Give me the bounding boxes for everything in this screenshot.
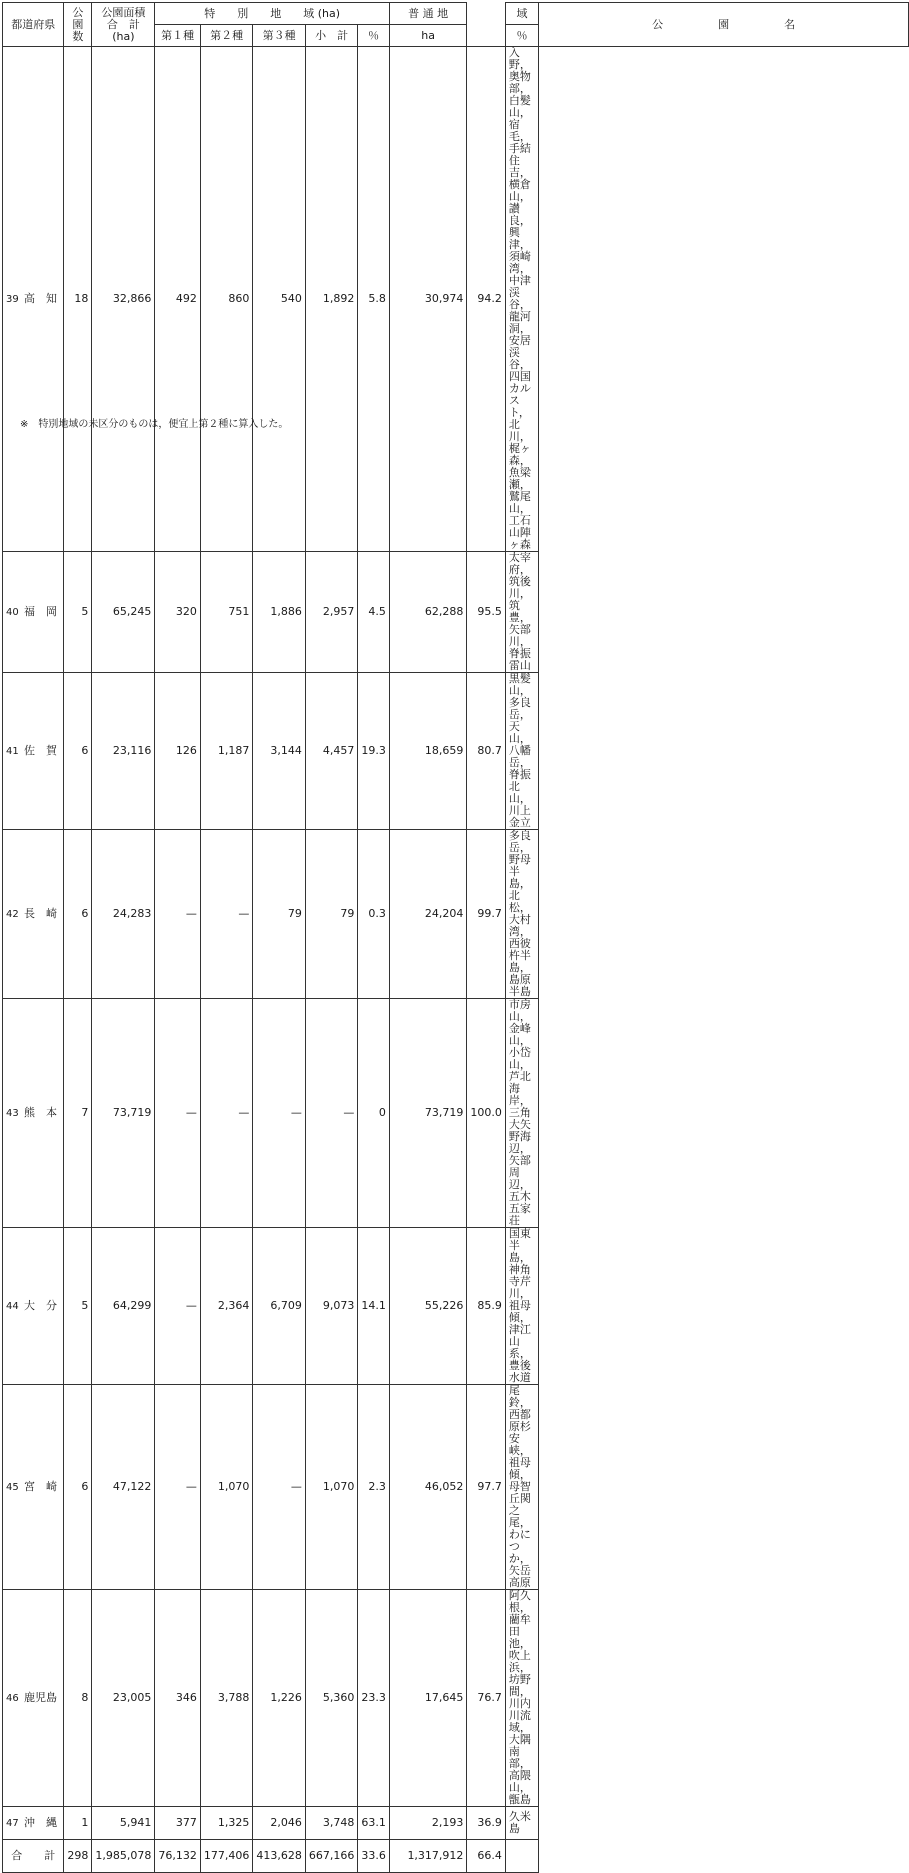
class2-area: 751	[200, 552, 253, 673]
normal-area: 55,226	[389, 1228, 467, 1385]
special-percent: 14.1	[358, 1228, 390, 1385]
prefecture-number: 45	[6, 1481, 19, 1493]
total-normal-area: 1,317,912	[389, 1840, 467, 1873]
special-percent: 4.5	[358, 552, 390, 673]
normal-percent: 80.7	[467, 673, 506, 830]
class3-area: 540	[253, 47, 306, 552]
prefecture-name: 大 分	[24, 1298, 57, 1312]
header-park-count: 公園数	[64, 3, 92, 47]
class3-area: 1,886	[253, 552, 306, 673]
special-percent: 0	[358, 999, 390, 1228]
total-park-count: 298	[64, 1840, 92, 1873]
total-class2-area: 177,406	[200, 1840, 253, 1873]
prefecture-cell	[3, 1590, 64, 1807]
park-area: 24,283	[92, 830, 155, 999]
special-subtotal: —	[305, 999, 358, 1228]
normal-area: 30,974	[389, 47, 467, 552]
table-row	[3, 673, 909, 830]
total-label: 合 計	[3, 1840, 64, 1873]
normal-area: 46,052	[389, 1385, 467, 1590]
park-count: 1	[64, 1807, 92, 1840]
park-names: 国東半島，神角寺芹川，祖母傾，津江山系，豊後水道	[505, 1228, 538, 1385]
prefecture-cell	[3, 1807, 64, 1840]
header-park-area	[92, 3, 155, 47]
table-row	[3, 999, 909, 1228]
normal-area: 18,659	[389, 673, 467, 830]
special-percent: 63.1	[358, 1807, 390, 1840]
header-class2: 第２種	[200, 25, 253, 47]
prefecture-number: 47	[6, 1817, 19, 1829]
header-subtotal: 小 計	[305, 25, 358, 47]
prefecture-name: 福 岡	[24, 604, 57, 618]
park-statistics-table	[2, 2, 909, 1873]
header-iki: 域	[505, 3, 538, 25]
prefecture-name: 高 知	[24, 291, 57, 305]
prefecture-name: 長 崎	[24, 906, 57, 920]
normal-area: 62,288	[389, 552, 467, 673]
prefecture-cell	[3, 673, 64, 830]
normal-area: 24,204	[389, 830, 467, 999]
header-percent: ％	[358, 25, 390, 47]
prefecture-number: 40	[6, 606, 19, 618]
header-prefecture: 都道府県	[3, 3, 64, 47]
header-normal-percent: ％	[505, 25, 538, 47]
park-count: 5	[64, 1228, 92, 1385]
special-percent: 23.3	[358, 1590, 390, 1807]
park-names: 市房山，金峰山，小岱山，芦北海岸，三角大矢野海辺，矢部周辺，五木五家荘	[505, 999, 538, 1228]
header-area-unit: (ha)	[112, 29, 135, 43]
class2-area: 3,788	[200, 1590, 253, 1807]
class3-area: 1,226	[253, 1590, 306, 1807]
class1-area: —	[155, 999, 201, 1228]
normal-percent: 97.7	[467, 1385, 506, 1590]
class1-area: 492	[155, 47, 201, 552]
column-gap	[467, 3, 506, 47]
prefecture-number: 44	[6, 1300, 19, 1312]
normal-percent: 100.0	[467, 999, 506, 1228]
park-names: 黒髪山，多良岳，天山，八幡岳，脊振北山，川上金立	[505, 673, 538, 830]
special-subtotal: 79	[305, 830, 358, 999]
normal-percent: 95.5	[467, 552, 506, 673]
total-row	[3, 1840, 909, 1873]
header-class1: 第１種	[155, 25, 201, 47]
class1-area: —	[155, 1385, 201, 1590]
prefecture-number: 39	[6, 293, 19, 305]
header-class3: 第３種	[253, 25, 306, 47]
class3-area: 79	[253, 830, 306, 999]
park-count: 6	[64, 673, 92, 830]
normal-percent: 76.7	[467, 1590, 506, 1807]
total-special-percent: 33.6	[358, 1840, 390, 1873]
prefecture-number: 43	[6, 1107, 19, 1119]
park-area: 5,941	[92, 1807, 155, 1840]
special-subtotal: 1,892	[305, 47, 358, 552]
header-normal-area: 普 通 地	[389, 3, 467, 25]
special-subtotal: 2,957	[305, 552, 358, 673]
prefecture-name: 宮 崎	[24, 1479, 57, 1493]
header-area-line1: 公園面積	[101, 5, 146, 19]
special-subtotal: 3,748	[305, 1807, 358, 1840]
prefecture-number: 46	[6, 1692, 19, 1704]
prefecture-name: 熊 本	[24, 1105, 57, 1119]
total-class3-area: 413,628	[253, 1840, 306, 1873]
park-count: 18	[64, 47, 92, 552]
table-row	[3, 47, 909, 552]
class1-area: 377	[155, 1807, 201, 1840]
prefecture-name: 佐 賀	[24, 743, 57, 757]
normal-percent: 85.9	[467, 1228, 506, 1385]
table-row	[3, 1228, 909, 1385]
total-special-subtotal: 667,166	[305, 1840, 358, 1873]
park-area: 23,116	[92, 673, 155, 830]
normal-area: 17,645	[389, 1590, 467, 1807]
special-percent: 0.3	[358, 830, 390, 999]
class2-area: 1,070	[200, 1385, 253, 1590]
park-area: 32,866	[92, 47, 155, 552]
prefecture-cell	[3, 999, 64, 1228]
header-area-line2: 合 計	[106, 17, 140, 31]
class1-area: 126	[155, 673, 201, 830]
park-names: 太宰府，筑後川，筑豊，矢部川，脊振雷山	[505, 552, 538, 673]
park-count: 6	[64, 830, 92, 999]
normal-percent: 36.9	[467, 1807, 506, 1840]
total-class1-area: 76,132	[155, 1840, 201, 1873]
table-row	[3, 1590, 909, 1807]
park-area: 73,719	[92, 999, 155, 1228]
class3-area: 3,144	[253, 673, 306, 830]
table-row	[3, 830, 909, 999]
prefecture-cell	[3, 47, 64, 552]
footnote: ※ 特別地域の未区分のものは，便宜上第２種に算入した。	[20, 419, 289, 430]
prefecture-name: 鹿児島	[24, 1690, 57, 1704]
special-subtotal: 4,457	[305, 673, 358, 830]
park-area: 65,245	[92, 552, 155, 673]
total-park-area: 1,985,078	[92, 1840, 155, 1873]
class3-area: —	[253, 1385, 306, 1590]
class2-area: —	[200, 999, 253, 1228]
special-percent: 19.3	[358, 673, 390, 830]
prefecture-cell	[3, 1228, 64, 1385]
class1-area: —	[155, 830, 201, 999]
park-count: 6	[64, 1385, 92, 1590]
class2-area: 860	[200, 47, 253, 552]
class3-area: 2,046	[253, 1807, 306, 1840]
prefecture-number: 41	[6, 745, 19, 757]
park-names: 尾鈴，西都原杉安峡，祖母傾，母智丘関之尾，わにつか，矢岳高原	[505, 1385, 538, 1590]
normal-area: 73,719	[389, 999, 467, 1228]
normal-percent: 99.7	[467, 830, 506, 999]
special-percent: 5.8	[358, 47, 390, 552]
prefecture-number: 42	[6, 908, 19, 920]
park-names: 多良岳，野母半島，北松，大村湾，西彼杵半島，島原半島	[505, 830, 538, 999]
class3-area: —	[253, 999, 306, 1228]
class1-area: —	[155, 1228, 201, 1385]
park-names: 久米島	[505, 1807, 538, 1840]
special-percent: 2.3	[358, 1385, 390, 1590]
park-count: 8	[64, 1590, 92, 1807]
table-row	[3, 552, 909, 673]
prefecture-cell	[3, 1385, 64, 1590]
park-area: 47,122	[92, 1385, 155, 1590]
park-names: 入野，奥物部，白髪山，宿毛，手結住吉，横倉山，讃良，興津，須崎湾，中津渓谷，龍河洞，安居渓谷，四国カルスト，北川，梶ヶ森，魚梁瀬，鷲尾山，工石山陣ヶ森	[505, 47, 538, 552]
park-area: 23,005	[92, 1590, 155, 1807]
class1-area: 346	[155, 1590, 201, 1807]
table-row	[3, 1807, 909, 1840]
normal-area: 2,193	[389, 1807, 467, 1840]
park-area: 64,299	[92, 1228, 155, 1385]
special-subtotal: 5,360	[305, 1590, 358, 1807]
table-row	[3, 1385, 909, 1590]
special-subtotal: 9,073	[305, 1228, 358, 1385]
prefecture-name: 沖 縄	[24, 1815, 57, 1829]
class2-area: 1,187	[200, 673, 253, 830]
total-normal-percent: 66.4	[467, 1840, 506, 1873]
park-names: 阿久根，藺牟田池，吹上浜，坊野間，川内川流域，大隅南部，高隈山，甑島	[505, 1590, 538, 1807]
prefecture-cell	[3, 830, 64, 999]
header-special-area: 特 別 地 域 (ha)	[155, 3, 390, 25]
class2-area: —	[200, 830, 253, 999]
header-park-names: 公 園 名	[539, 3, 909, 47]
normal-percent: 94.2	[467, 47, 506, 552]
class2-area: 1,325	[200, 1807, 253, 1840]
header-normal-unit: ha	[389, 25, 467, 47]
class1-area: 320	[155, 552, 201, 673]
park-count: 5	[64, 552, 92, 673]
park-count: 7	[64, 999, 92, 1228]
class2-area: 2,364	[200, 1228, 253, 1385]
prefecture-cell	[3, 552, 64, 673]
total-park-names	[505, 1840, 538, 1873]
special-subtotal: 1,070	[305, 1385, 358, 1590]
class3-area: 6,709	[253, 1228, 306, 1385]
